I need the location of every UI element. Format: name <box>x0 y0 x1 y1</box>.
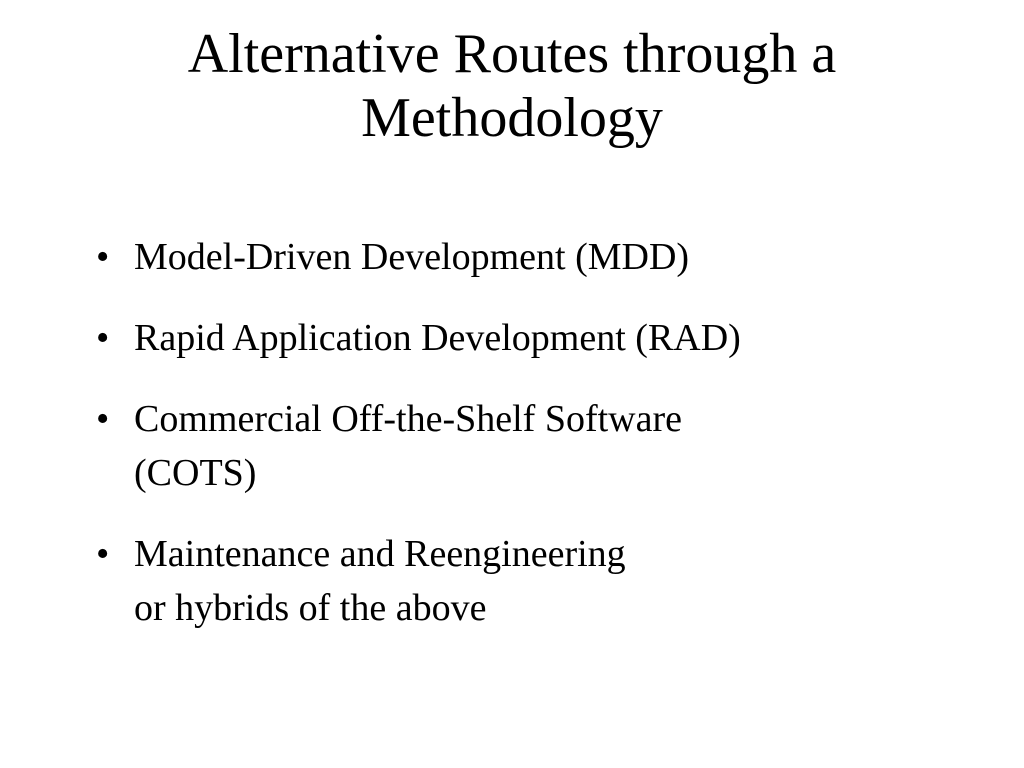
list-item <box>96 311 926 365</box>
bullet-text-mdd: Model-Driven Development (MDD) <box>134 236 690 278</box>
list-item <box>96 230 926 284</box>
bullet-icon: • <box>96 236 110 278</box>
bullet-text-rad: Rapid Application Development (RAD) <box>134 317 741 359</box>
bullet-text-cots: Commercial Off-the-Shelf Software (COTS) <box>134 398 683 494</box>
bullet-icon: • <box>96 533 110 575</box>
slide-title: Alternative Routes through a Methodology <box>187 23 837 149</box>
bullet-icon: • <box>96 317 110 359</box>
bullet-icon: • <box>96 398 110 440</box>
list-item <box>96 527 926 635</box>
bullet-list <box>96 230 926 662</box>
list-item <box>96 392 926 500</box>
bullet-text-maintenance: Maintenance and Reengineering or hybrids of the above <box>134 533 626 629</box>
